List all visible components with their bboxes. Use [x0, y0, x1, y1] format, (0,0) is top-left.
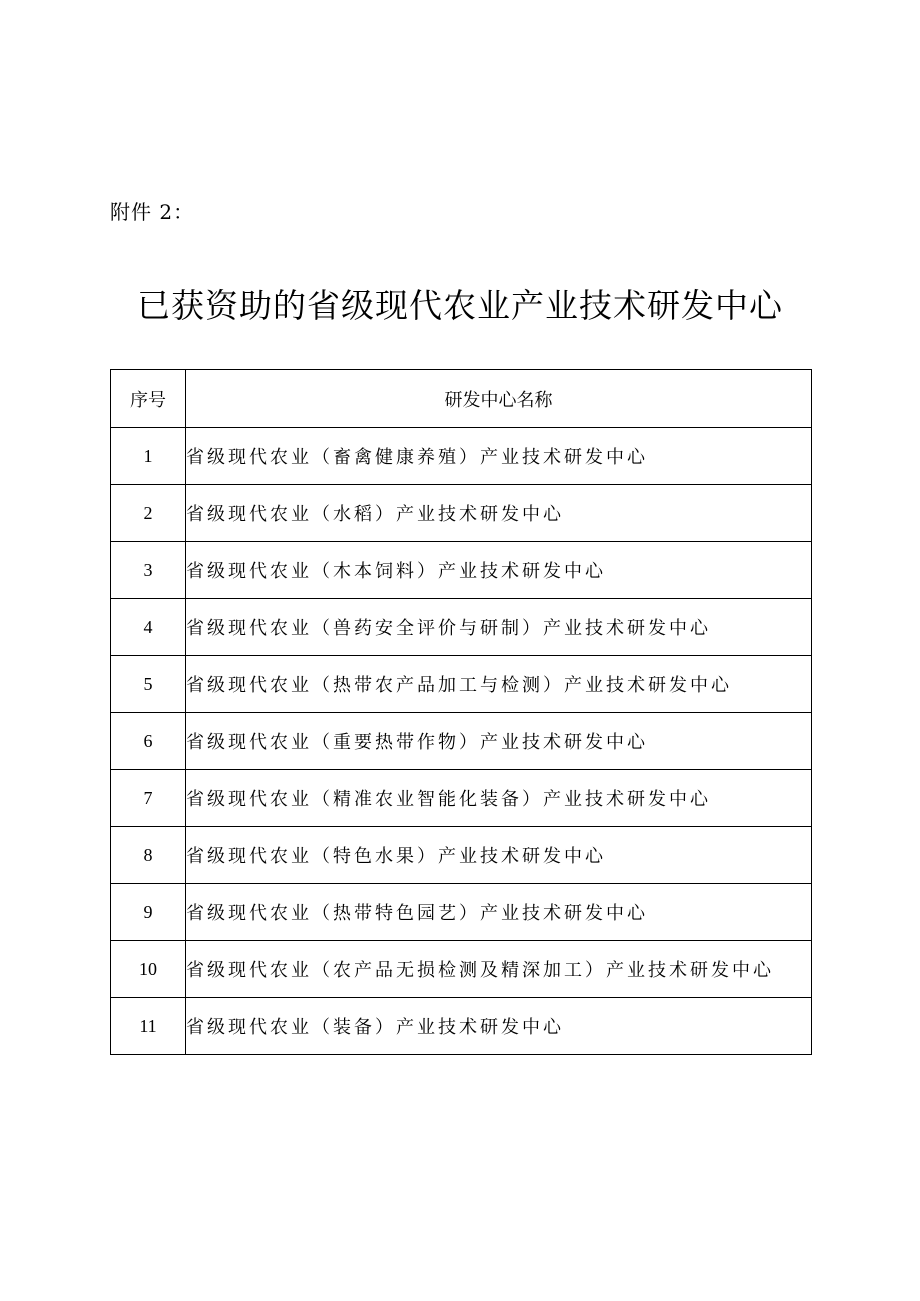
table-row — [111, 941, 812, 998]
center-name: 省级现代农业（热带农产品加工与检测）产业技术研发中心 — [186, 656, 812, 713]
table-row — [111, 884, 812, 941]
row-number: 9 — [111, 884, 186, 941]
table-row — [111, 656, 812, 713]
row-number: 11 — [111, 998, 186, 1055]
row-number: 2 — [111, 485, 186, 542]
row-number: 1 — [111, 428, 186, 485]
table-row — [111, 998, 812, 1055]
center-name: 省级现代农业（精准农业智能化装备）产业技术研发中心 — [186, 770, 812, 827]
row-number: 10 — [111, 941, 186, 998]
row-number: 7 — [111, 770, 186, 827]
table-header-row — [111, 370, 812, 428]
table-row — [111, 713, 812, 770]
row-number: 8 — [111, 827, 186, 884]
row-number: 4 — [111, 599, 186, 656]
table-row — [111, 485, 812, 542]
column-header-no: 序号 — [111, 370, 186, 428]
table-row — [111, 599, 812, 656]
center-name: 省级现代农业（特色水果）产业技术研发中心 — [186, 827, 812, 884]
page-title: 已获资助的省级现代农业产业技术研发中心 — [137, 286, 783, 325]
table-row — [111, 770, 812, 827]
center-name: 省级现代农业（装备）产业技术研发中心 — [186, 998, 812, 1055]
center-name: 省级现代农业（农产品无损检测及精深加工）产业技术研发中心 — [186, 941, 812, 998]
center-name: 省级现代农业（热带特色园艺）产业技术研发中心 — [186, 884, 812, 941]
center-name: 省级现代农业（重要热带作物）产业技术研发中心 — [186, 713, 812, 770]
center-name: 省级现代农业（畜禽健康养殖）产业技术研发中心 — [186, 428, 812, 485]
table-row — [111, 428, 812, 485]
center-name: 省级现代农业（水稻）产业技术研发中心 — [186, 485, 812, 542]
column-header-name: 研发中心名称 — [186, 370, 812, 428]
row-number: 5 — [111, 656, 186, 713]
center-name: 省级现代农业（木本饲料）产业技术研发中心 — [186, 542, 812, 599]
center-name: 省级现代农业（兽药安全评价与研制）产业技术研发中心 — [186, 599, 812, 656]
row-number: 6 — [111, 713, 186, 770]
row-number: 3 — [111, 542, 186, 599]
attachment-label: 附件 2： — [110, 200, 195, 224]
research-center-table — [110, 369, 812, 1055]
table-row — [111, 827, 812, 884]
table-row — [111, 542, 812, 599]
